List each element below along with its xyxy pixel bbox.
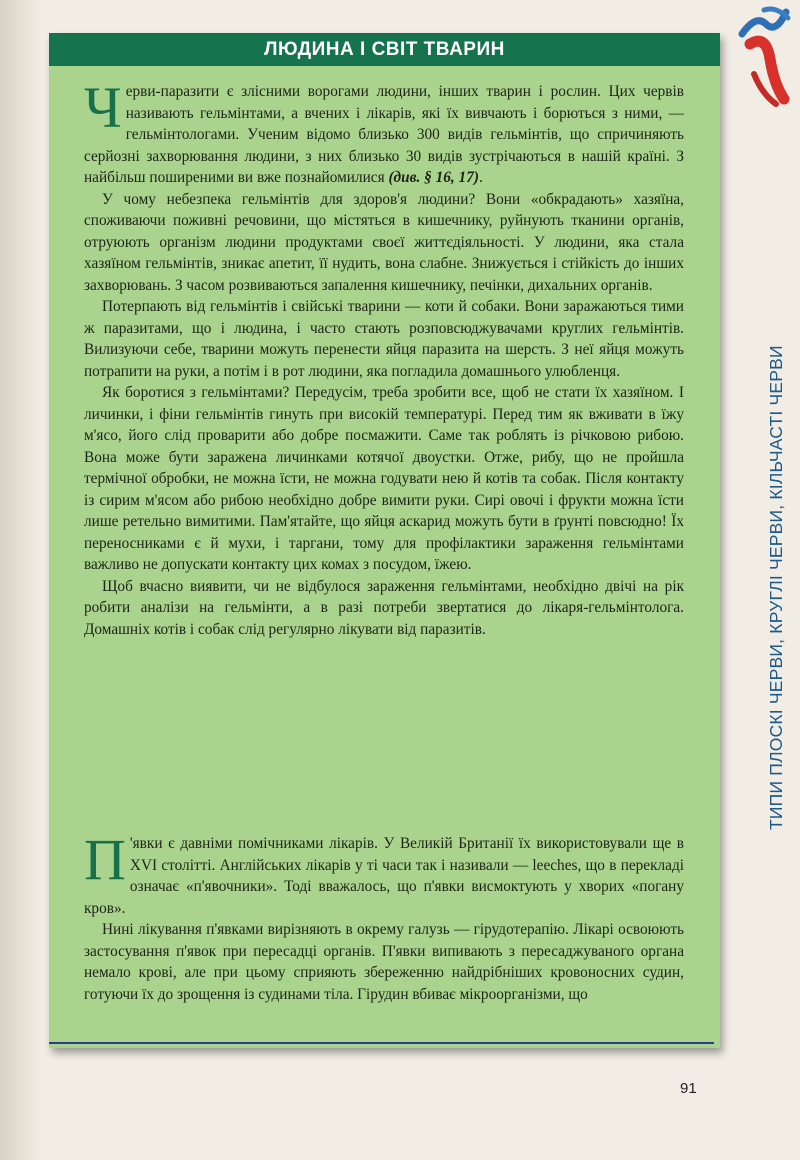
section-banner: ЛЮДИНА І СВІТ ТВАРИН: [49, 33, 720, 66]
page-gutter-shadow: [0, 0, 40, 1160]
cross-reference: (див. § 16, 17): [388, 169, 479, 186]
side-margin: [726, 0, 800, 1160]
chapter-side-title: ТИПИ ПЛОСКІ ЧЕРВИ, КРУГЛІ ЧЕРВИ, КІЛЬЧАСТІ ЧЕРВИ: [766, 345, 786, 830]
paragraph-1-text: ерви-паразити є злісними ворогами людини, інших тварин і рослин. Цих червів називають гельмінтами, а вчених і лікарів, які їх вивчають і борються з ними, — гельмінтологами. Ученим відомо близько 300 видів гельмінтів, що спричиняють серйозні захворювання людини, з них близько 30 видів зустрічаються в нашій країні. З найбільш поширеними ви вже познайомилися: [84, 83, 684, 186]
section-leeches: [84, 827, 684, 1005]
paragraph-1: [84, 75, 684, 189]
paragraph-4: Як боротися з гельмінтами? Передусім, треба зробити все, щоб не стати їх хазяїном. І личинки, і фіни гельмінтів гинуть при високій температурі. Перед тим як вживати в їжу м'ясо, його слід проварити або добре посмажити. Саме так роблять із річковою рибою. Вона може бути заражена личинками котячої двоустки. Отже, рибу, що не пройшла термічної обробки, не можна їсти, не можна годувати нею й котів та собак. Після контакту із сирим м'ясом або рибою необхідно добре вимити руки. Сирі овочі і фрукти можна їсти лише ретельно вимитими. Пам'ятайте, що яйця аскарид можуть бути в ґрунті повсюдно! Їх переносниками є й мухи, і таргани, тому для профілактики зараження гельмінтами важливо не допускати контакту цих комах з посудом, їжею.: [84, 384, 684, 573]
footer-rule: [49, 1042, 714, 1044]
paragraph-6-text: 'явки є давніми помічниками лікарів. У Великій Британії їх використовували ще в XVI столітті. Англійських лікарів у ті часи так і називали — leeches, що в перекладі означає «п'явочники». Тоді вважалось, що п'явки висмоктують у хворих «погану кров».: [84, 835, 684, 917]
paragraph-2: У чому небезпека гельмінтів для здоров'я людини? Вони «обкрадають» хазяїна, споживаючи поживні речовини, що містяться в кишечнику, руйнують тканини органів, отруюють організм людини продуктами своєї життєдіяльності. У людини, яка стала хазяїном гельмінтів, зникає апетит, її нудить, вона слабне. Знижується і стійкість до інших захворювань. З часом розвиваються запалення кишечнику, печінки, дихальних органів.: [84, 190, 684, 294]
paragraph-6: [84, 827, 684, 919]
dropcap-letter: Ч: [84, 75, 122, 140]
dropcap-letter: П: [84, 827, 126, 892]
section-worms: [84, 75, 684, 640]
paragraph-5: Щоб вчасно виявити, чи не відбулося зараження гельмінтами, необхідно двічі на рік робити аналізи на гельмінти, а в разі потреби звертатися до лікаря-гельмінтолога. Домашніх котів і собак слід регулярно лікувати від паразитів.: [84, 577, 684, 638]
info-box: [49, 33, 720, 1048]
paragraph-3: Потерпають від гельмінтів і свійські тварини — коти й собаки. Вони заражаються тими ж паразитами, що і людина, і часто стають розповсюджувачами круглих гельмінтів. Вилизуючи себе, тварини можуть перенести яйця паразита на шерсть. З неї яйця можуть потрапити на руки, а потім і в рот людини, яка погладила домашнього улюбленця.: [84, 298, 684, 380]
paragraph-1-end: .: [478, 169, 483, 186]
page-number: 91: [680, 1080, 697, 1097]
paragraph-7: Нині лікування п'явками вирізняють в окрему галузь — гірудотерапію. Лікарі освоюють застосування п'явок при пересадці органів. П'явки випивають з пересаджуваного органа немало крові, але при цьому сприяють збереженню найдрібніших кровоносних судин, готуючи їх до зрощення із судинами тіла. Гірудин вбиває мікроорганізми, що: [84, 921, 684, 1003]
worm-illustration-icon: [736, 4, 796, 109]
